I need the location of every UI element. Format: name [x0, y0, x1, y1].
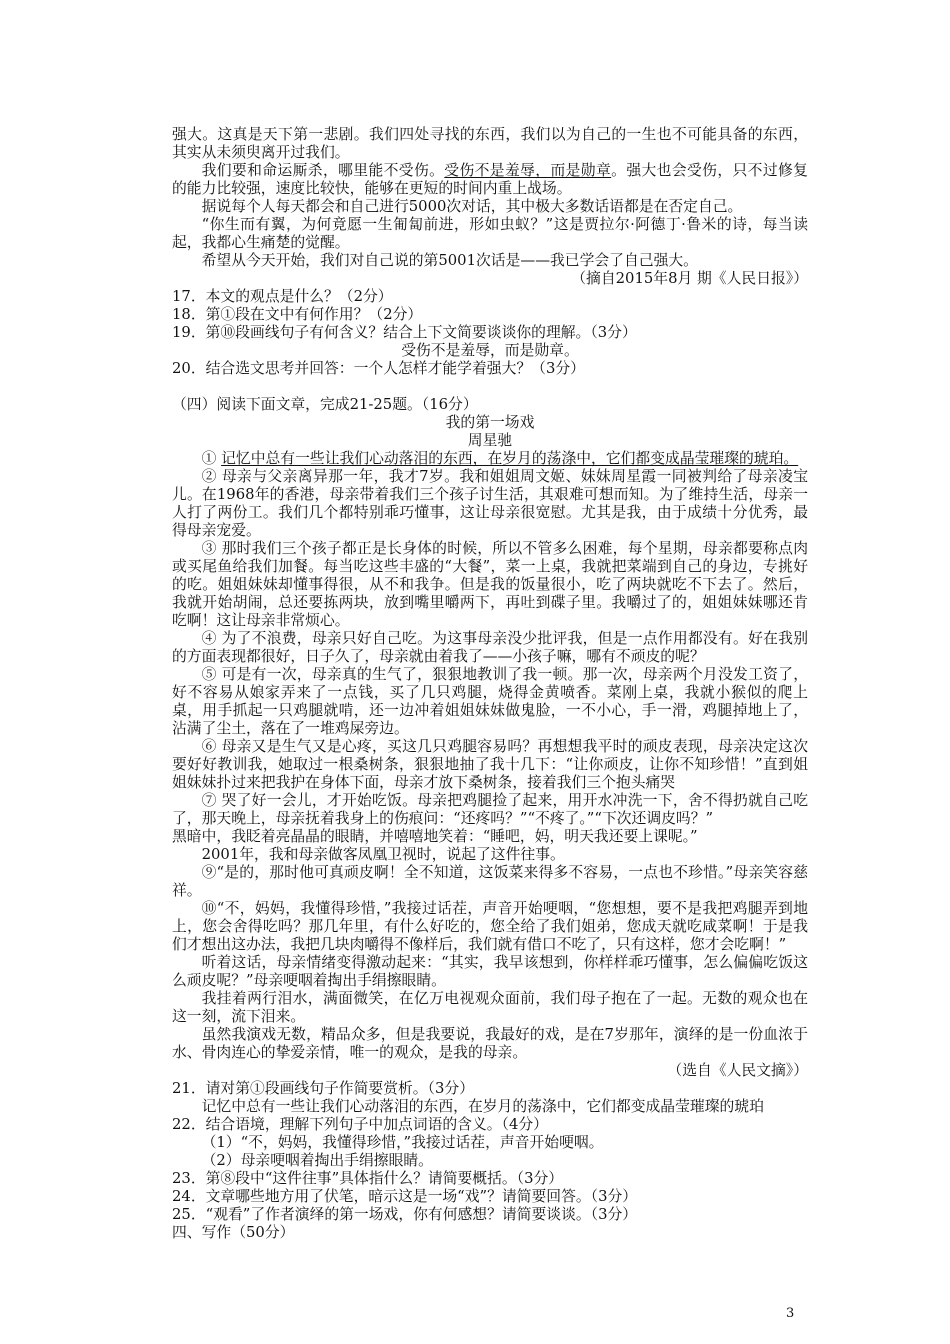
paragraph: “你生而有翼，为何竟愿一生匍匐前进，形如虫蚁？”这是贾拉尔·阿德丁·鲁米的诗，每当读起，我都心生痛楚的觉醒。	[172, 216, 808, 251]
paragraph	[172, 162, 808, 198]
question-18: 18．第①段在文中有何作用？（2分）	[172, 306, 423, 323]
paragraph-7: ⑦ 哭了好一会儿，才开始吃饭。母亲把鸡腿捡了起来，用开水冲洗一下，舍不得扔就自己吃了，那天晚上，母亲抚着我身上的伤痕问：“还疼吗？”“不疼了。”“下次还调皮吗？”	[172, 792, 808, 827]
writing-heading: 四、写作（50分）	[172, 1224, 295, 1241]
paragraph-12: 我挂着两行泪水，满面微笑，在亿万电视观众面前，我们母子抱在了一起。无数的观众也在这一刻，流下泪来。	[172, 990, 808, 1025]
page-content	[172, 126, 808, 1242]
underlined-sentence: 记忆中总有一些让我们心动落泪的东西，在岁月的荡涤中，它们都变成晶莹璀璨的琥珀。	[221, 450, 799, 467]
question-20: 20．结合选文思考并回答：一个人怎样才能学着强大？（3分）	[172, 360, 585, 377]
paragraph: 强大。这真是天下第一悲剧。我们四处寻找的东西，我们以为自己的一生也不可能具备的东西，其实从未须臾离开过我们。	[172, 126, 808, 161]
article-author: 周星驰	[467, 432, 513, 449]
question-22-item-1: （1）“不，妈妈，我懂得珍惜，”我接过话茬，声音开始哽咽。	[201, 1134, 604, 1151]
paragraph-9: ⑨“是的，那时他可真顽皮啊！全不知道，这饭菜来得多不容易，一点也不珍惜。”母亲笑容慈祥。	[172, 864, 808, 899]
paragraph-8: 2001年，我和母亲做客凤凰卫视时，说起了这件往事。	[201, 846, 565, 863]
paragraph-number: ①	[201, 450, 222, 467]
spacer	[172, 378, 808, 396]
source-citation: （选自《人民文摘》）	[667, 1062, 808, 1079]
question-19-quote: 受伤不是羞辱，而是勋章。	[401, 342, 579, 359]
paragraph-11: 听着这话，母亲情绪变得激动起来：“其实，我早该想到，你样样乖巧懂事，怎么偏偏吃饭这么顽皮呢？”母亲哽咽着掏出手绢擦眼睛。	[172, 954, 808, 989]
question-17: 17．本文的观点是什么？（2分）	[172, 288, 393, 305]
article-title: 我的第一场戏	[445, 414, 535, 431]
paragraph: 据说每个人每天都会和自己进行5000次对话，其中极大多数话语都是在否定自己。	[201, 198, 743, 215]
underlined-sentence: 受伤不是羞辱，而是勋章	[444, 162, 612, 179]
paragraph: 希望从今天开始，我们对自己说的第5001次话是——我已学会了自己强大。	[201, 252, 698, 269]
question-25: 25．“观看”了作者演绎的第一场戏，你有何感想？请简要谈谈。（3分）	[172, 1206, 638, 1223]
question-19: 19．第⑩段画线句子有何含义？结合上下文简要谈谈你的理解。（3分）	[172, 324, 637, 341]
paragraph-13: 虽然我演戏无数，精品众多，但是我要说，我最好的戏，是在7岁那年，演绎的是一份血浓于水、骨肉连心的挚爱亲情，唯一的观众，是我的母亲。	[172, 1026, 808, 1061]
text-span: 。强大也会受伤，只不过修复的能力比较强，速度比较快，能够在更短的时间内重上战场。	[172, 162, 808, 197]
question-21-quote: 记忆中总有一些让我们心动落泪的东西，在岁月的荡涤中，它们都变成晶莹璀璨的琥珀	[201, 1098, 764, 1115]
question-24: 24．文章哪些地方用了伏笔，暗示这是一场“戏”？请简要回答。（3分）	[172, 1188, 638, 1205]
text-span: 我们要和命运厮杀，哪里能不受伤。	[201, 162, 445, 179]
paragraph-10: ⑩“不，妈妈，我懂得珍惜，”我接过话茬，声音开始哽咽，“您想想，要不是我把鸡腿弄到地上，您会舍得吃吗？那几年里，有什么好吃的，您全给了我们姐弟，您成天就吃咸菜啊！于是我们才想出这办法，我把几块肉嚼得不像样后，我们就有借口不吃了，只有这样，您才会吃啊！”	[172, 900, 808, 953]
question-21: 21．请对第①段画线句子作简要赏析。（3分）	[172, 1080, 474, 1097]
paragraph-7b: 黑暗中，我眨着亮晶晶的眼睛，并嘻嘻地笑着：“睡吧，妈，明天我还要上课呢。”	[172, 828, 698, 845]
paragraph-2: ② 母亲与父亲离异那一年，我才7岁。我和姐姐周文姬、妹妹周星霞一同被判给了母亲凌宝儿。在1968年的香港，母亲带着我们三个孩子讨生活，其艰难可想而知。为了维持生活，母亲一人打了两份工。我们几个都特别乖巧懂事，这让母亲很宽慰。尤其是我，由于成绩十分优秀，最得母亲宠爱。	[172, 468, 808, 539]
paragraph-4: ④ 为了不浪费，母亲只好自己吃。为这事母亲没少批评我，但是一点作用都没有。好在我别的方面表现都很好，日子久了，母亲就由着我了——小孩子嘛，哪有不顽皮的呢？	[172, 630, 808, 665]
source-citation: （摘自2015年8月 期《人民日报》）	[571, 270, 808, 287]
question-23: 23．第⑧段中“这件往事”具体指什么？请简要概括。（3分）	[172, 1170, 564, 1187]
question-22: 22．结合语境，理解下列句子中加点词语的含义。（4分）	[172, 1116, 548, 1133]
paragraph-1	[172, 450, 808, 468]
paragraph-3: ③ 那时我们三个孩子都正是长身体的时候，所以不管多么困难，每个星期，母亲都要称点肉或买尾鱼给我们加餐。每当吃这些丰盛的“大餐”，菜一上桌，我就把菜端到自己的身边，专挑好的吃。姐姐妹妹却懂事得很，从不和我争。但是我的饭量很小，吃了两块就吃不下去了。然后，我就开始胡闹，总还要拣两块，放到嘴里嚼两下，再吐到碟子里。我嚼过了的，姐姐妹妹哪还肯吃啊！这让母亲非常烦心。	[172, 540, 808, 629]
paragraph-6: ⑥ 母亲又是生气又是心疼，买这几只鸡腿容易吗？再想想我平时的顽皮表现，母亲决定这次要好好教训我，她取过一根桑树条，狠狠地抽了我十几下：“让你顽皮，让你不知珍惜！”直到姐姐妹妹扑过来把我护在身体下面，母亲才放下桑树条，接着我们三个抱头痛哭	[172, 738, 808, 791]
section-heading: （四）阅读下面文章，完成21-25题。（16分）	[172, 396, 478, 413]
question-22-item-2: （2）母亲哽咽着掏出手绢擦眼睛。	[201, 1152, 433, 1169]
page-number: 3	[786, 1306, 795, 1321]
paragraph-5: ⑤ 可是有一次，母亲真的生气了，狠狠地教训了我一顿。那一次，母亲两个月没发工资了，好不容易从娘家弄来了一点钱，买了几只鸡腿，烧得金黄喷香。菜刚上桌，我就小猴似的爬上桌，用手抓起一只鸡腿就啃，还一边冲着姐姐妹妹做鬼脸，一不小心，手一滑，鸡腿掉地上了，沾满了尘土，落在了一堆鸡屎旁边。	[172, 666, 808, 737]
